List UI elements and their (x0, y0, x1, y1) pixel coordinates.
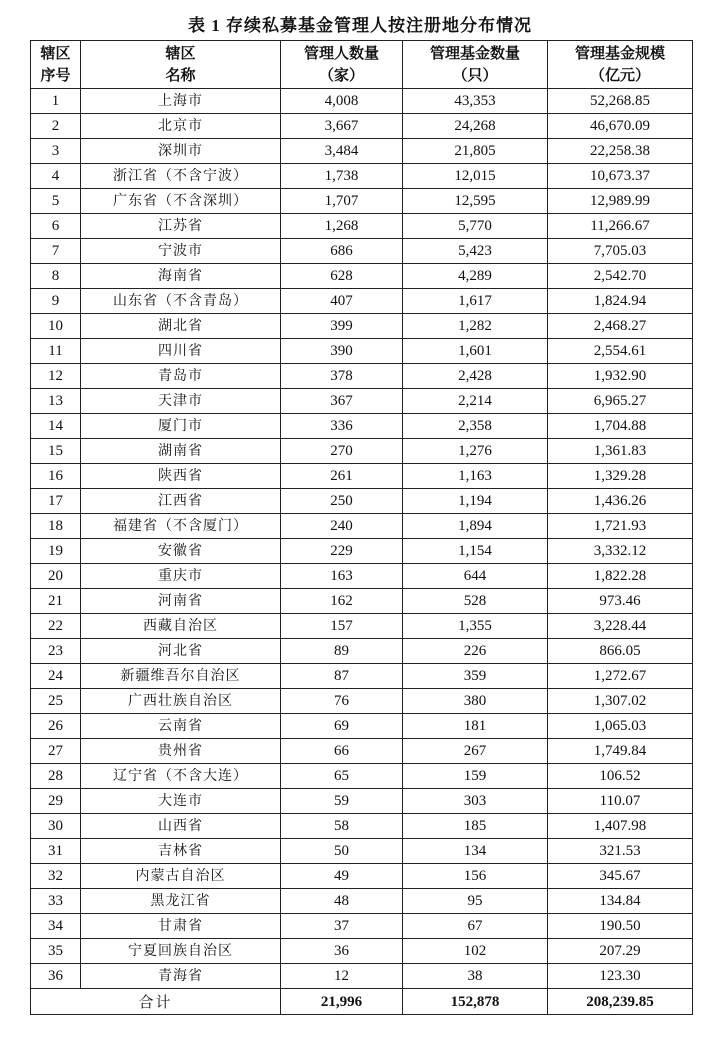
fund-scale: 1,932.90 (548, 364, 693, 389)
region-name: 广西壮族自治区 (81, 689, 281, 714)
table-row (31, 614, 693, 639)
row-index: 36 (31, 964, 81, 989)
row-index: 23 (31, 639, 81, 664)
fund-count: 1,194 (403, 489, 548, 514)
row-index: 13 (31, 389, 81, 414)
manager-count: 378 (281, 364, 403, 389)
region-name: 北京市 (81, 114, 281, 139)
table-row (31, 514, 693, 539)
table-row (31, 289, 693, 314)
fund-scale: 1,721.93 (548, 514, 693, 539)
header-row (31, 41, 693, 89)
row-index: 20 (31, 564, 81, 589)
fund-scale: 1,329.28 (548, 464, 693, 489)
row-index: 1 (31, 89, 81, 114)
fund-scale: 12,989.99 (548, 189, 693, 214)
fund-count: 5,770 (403, 214, 548, 239)
total-label: 合计 (31, 989, 281, 1015)
manager-count: 49 (281, 864, 403, 889)
fund-scale: 1,824.94 (548, 289, 693, 314)
region-name: 山西省 (81, 814, 281, 839)
table-row (31, 414, 693, 439)
table-row (31, 964, 693, 989)
region-name: 宁夏回族自治区 (81, 939, 281, 964)
region-name: 重庆市 (81, 564, 281, 589)
region-name: 吉林省 (81, 839, 281, 864)
region-name: 陕西省 (81, 464, 281, 489)
manager-count: 628 (281, 264, 403, 289)
manager-count: 686 (281, 239, 403, 264)
fund-scale: 134.84 (548, 889, 693, 914)
fund-scale: 2,468.27 (548, 314, 693, 339)
row-index: 29 (31, 789, 81, 814)
fund-scale: 3,228.44 (548, 614, 693, 639)
manager-count: 65 (281, 764, 403, 789)
fund-scale: 10,673.37 (548, 164, 693, 189)
table-header (31, 41, 693, 89)
fund-scale: 1,272.67 (548, 664, 693, 689)
fund-count: 1,355 (403, 614, 548, 639)
table-row (31, 214, 693, 239)
region-name: 宁波市 (81, 239, 281, 264)
manager-count: 399 (281, 314, 403, 339)
table-row (31, 464, 693, 489)
row-index: 3 (31, 139, 81, 164)
fund-scale: 345.67 (548, 864, 693, 889)
fund-scale: 11,266.67 (548, 214, 693, 239)
manager-count: 336 (281, 414, 403, 439)
row-index: 5 (31, 189, 81, 214)
region-name: 湖北省 (81, 314, 281, 339)
fund-count: 267 (403, 739, 548, 764)
fund-scale: 866.05 (548, 639, 693, 664)
region-name: 辽宁省（不含大连） (81, 764, 281, 789)
total-row (31, 989, 693, 1015)
region-name: 江苏省 (81, 214, 281, 239)
header-manager-count: 管理人数量 （家） (281, 41, 403, 89)
table-row (31, 364, 693, 389)
region-name: 内蒙古自治区 (81, 864, 281, 889)
table-row (31, 564, 693, 589)
total-scale: 208,239.85 (548, 989, 693, 1015)
table-row (31, 814, 693, 839)
row-index: 26 (31, 714, 81, 739)
region-name: 西藏自治区 (81, 614, 281, 639)
row-index: 18 (31, 514, 81, 539)
table-row (31, 839, 693, 864)
manager-count: 87 (281, 664, 403, 689)
row-index: 33 (31, 889, 81, 914)
manager-count: 1,738 (281, 164, 403, 189)
table-row (31, 914, 693, 939)
table-title: 表 1 存续私募基金管理人按注册地分布情况 (188, 16, 532, 35)
table-row (31, 139, 693, 164)
row-index: 17 (31, 489, 81, 514)
region-name: 黑龙江省 (81, 889, 281, 914)
row-index: 19 (31, 539, 81, 564)
row-index: 35 (31, 939, 81, 964)
row-index: 10 (31, 314, 81, 339)
header-index: 辖区 序号 (31, 41, 81, 89)
fund-count: 4,289 (403, 264, 548, 289)
manager-count: 76 (281, 689, 403, 714)
table-row (31, 764, 693, 789)
fund-count: 1,282 (403, 314, 548, 339)
table-row (31, 489, 693, 514)
total-managers: 21,996 (281, 989, 403, 1015)
table-body (31, 89, 693, 989)
fund-count: 67 (403, 914, 548, 939)
fund-count: 644 (403, 564, 548, 589)
fund-count: 181 (403, 714, 548, 739)
manager-count: 37 (281, 914, 403, 939)
manager-count: 36 (281, 939, 403, 964)
table-row (31, 239, 693, 264)
fund-scale: 207.29 (548, 939, 693, 964)
row-index: 32 (31, 864, 81, 889)
row-index: 11 (31, 339, 81, 364)
table-row (31, 589, 693, 614)
fund-scale: 1,704.88 (548, 414, 693, 439)
fund-count: 1,617 (403, 289, 548, 314)
table-row (31, 389, 693, 414)
row-index: 28 (31, 764, 81, 789)
row-index: 24 (31, 664, 81, 689)
manager-count: 58 (281, 814, 403, 839)
table-row (31, 439, 693, 464)
region-name: 新疆维吾尔自治区 (81, 664, 281, 689)
row-index: 34 (31, 914, 81, 939)
region-name: 海南省 (81, 264, 281, 289)
fund-count: 185 (403, 814, 548, 839)
fund-count: 38 (403, 964, 548, 989)
region-name: 贵州省 (81, 739, 281, 764)
fund-count: 2,358 (403, 414, 548, 439)
region-name: 上海市 (81, 89, 281, 114)
region-name: 云南省 (81, 714, 281, 739)
table-footer (31, 989, 693, 1015)
table-row (31, 164, 693, 189)
fund-scale: 46,670.09 (548, 114, 693, 139)
table-row (31, 189, 693, 214)
region-name: 安徽省 (81, 539, 281, 564)
table-row (31, 89, 693, 114)
region-name: 甘肃省 (81, 914, 281, 939)
fund-count: 2,428 (403, 364, 548, 389)
table-row (31, 339, 693, 364)
fund-scale: 123.30 (548, 964, 693, 989)
fund-count: 1,163 (403, 464, 548, 489)
table-row (31, 789, 693, 814)
region-name: 山东省（不含青岛） (81, 289, 281, 314)
region-name: 青海省 (81, 964, 281, 989)
fund-count: 156 (403, 864, 548, 889)
fund-scale: 110.07 (548, 789, 693, 814)
manager-count: 1,268 (281, 214, 403, 239)
row-index: 2 (31, 114, 81, 139)
fund-count: 43,353 (403, 89, 548, 114)
registration-distribution-table (30, 40, 693, 1015)
row-index: 7 (31, 239, 81, 264)
fund-count: 12,595 (403, 189, 548, 214)
manager-count: 367 (281, 389, 403, 414)
fund-scale: 1,361.83 (548, 439, 693, 464)
manager-count: 89 (281, 639, 403, 664)
fund-scale: 1,407.98 (548, 814, 693, 839)
manager-count: 261 (281, 464, 403, 489)
region-name: 青岛市 (81, 364, 281, 389)
manager-count: 12 (281, 964, 403, 989)
table-row (31, 314, 693, 339)
fund-scale: 2,542.70 (548, 264, 693, 289)
fund-count: 134 (403, 839, 548, 864)
manager-count: 157 (281, 614, 403, 639)
manager-count: 3,484 (281, 139, 403, 164)
fund-scale: 321.53 (548, 839, 693, 864)
region-name: 广东省（不含深圳） (81, 189, 281, 214)
fund-count: 359 (403, 664, 548, 689)
row-index: 12 (31, 364, 81, 389)
row-index: 15 (31, 439, 81, 464)
region-name: 四川省 (81, 339, 281, 364)
row-index: 30 (31, 814, 81, 839)
manager-count: 59 (281, 789, 403, 814)
manager-count: 390 (281, 339, 403, 364)
fund-scale: 1,749.84 (548, 739, 693, 764)
fund-scale: 190.50 (548, 914, 693, 939)
manager-count: 50 (281, 839, 403, 864)
table-row (31, 739, 693, 764)
region-name: 大连市 (81, 789, 281, 814)
manager-count: 162 (281, 589, 403, 614)
fund-scale: 6,965.27 (548, 389, 693, 414)
fund-count: 95 (403, 889, 548, 914)
fund-count: 1,276 (403, 439, 548, 464)
table-row (31, 114, 693, 139)
fund-scale: 3,332.12 (548, 539, 693, 564)
fund-count: 5,423 (403, 239, 548, 264)
fund-scale: 1,307.02 (548, 689, 693, 714)
fund-scale: 973.46 (548, 589, 693, 614)
fund-scale: 2,554.61 (548, 339, 693, 364)
fund-count: 159 (403, 764, 548, 789)
manager-count: 69 (281, 714, 403, 739)
manager-count: 3,667 (281, 114, 403, 139)
fund-count: 1,894 (403, 514, 548, 539)
table-row (31, 889, 693, 914)
manager-count: 66 (281, 739, 403, 764)
header-fund-scale: 管理基金规模 （亿元） (548, 41, 693, 89)
region-name: 福建省（不含厦门） (81, 514, 281, 539)
total-funds: 152,878 (403, 989, 548, 1015)
fund-scale: 7,705.03 (548, 239, 693, 264)
header-fund-count: 管理基金数量 （只） (403, 41, 548, 89)
header-region-name: 辖区 名称 (81, 41, 281, 89)
manager-count: 4,008 (281, 89, 403, 114)
fund-scale: 1,822.28 (548, 564, 693, 589)
fund-count: 303 (403, 789, 548, 814)
row-index: 4 (31, 164, 81, 189)
row-index: 21 (31, 589, 81, 614)
fund-count: 21,805 (403, 139, 548, 164)
manager-count: 250 (281, 489, 403, 514)
manager-count: 240 (281, 514, 403, 539)
manager-count: 407 (281, 289, 403, 314)
fund-count: 102 (403, 939, 548, 964)
fund-scale: 22,258.38 (548, 139, 693, 164)
region-name: 浙江省（不含宁波） (81, 164, 281, 189)
table-row (31, 864, 693, 889)
row-index: 27 (31, 739, 81, 764)
region-name: 厦门市 (81, 414, 281, 439)
fund-scale: 52,268.85 (548, 89, 693, 114)
row-index: 25 (31, 689, 81, 714)
fund-scale: 1,436.26 (548, 489, 693, 514)
table-row (31, 639, 693, 664)
region-name: 湖南省 (81, 439, 281, 464)
region-name: 河南省 (81, 589, 281, 614)
row-index: 9 (31, 289, 81, 314)
fund-count: 528 (403, 589, 548, 614)
fund-count: 1,601 (403, 339, 548, 364)
region-name: 河北省 (81, 639, 281, 664)
region-name: 天津市 (81, 389, 281, 414)
row-index: 8 (31, 264, 81, 289)
fund-count: 24,268 (403, 114, 548, 139)
table-row (31, 689, 693, 714)
manager-count: 1,707 (281, 189, 403, 214)
table-row (31, 539, 693, 564)
table-row (31, 664, 693, 689)
fund-count: 2,214 (403, 389, 548, 414)
manager-count: 163 (281, 564, 403, 589)
manager-count: 229 (281, 539, 403, 564)
fund-count: 226 (403, 639, 548, 664)
fund-count: 380 (403, 689, 548, 714)
fund-count: 12,015 (403, 164, 548, 189)
manager-count: 270 (281, 439, 403, 464)
row-index: 14 (31, 414, 81, 439)
region-name: 深圳市 (81, 139, 281, 164)
table-row (31, 714, 693, 739)
row-index: 6 (31, 214, 81, 239)
fund-scale: 1,065.03 (548, 714, 693, 739)
row-index: 16 (31, 464, 81, 489)
row-index: 22 (31, 614, 81, 639)
region-name: 江西省 (81, 489, 281, 514)
manager-count: 48 (281, 889, 403, 914)
table-row (31, 264, 693, 289)
fund-scale: 106.52 (548, 764, 693, 789)
row-index: 31 (31, 839, 81, 864)
table-row (31, 939, 693, 964)
fund-count: 1,154 (403, 539, 548, 564)
